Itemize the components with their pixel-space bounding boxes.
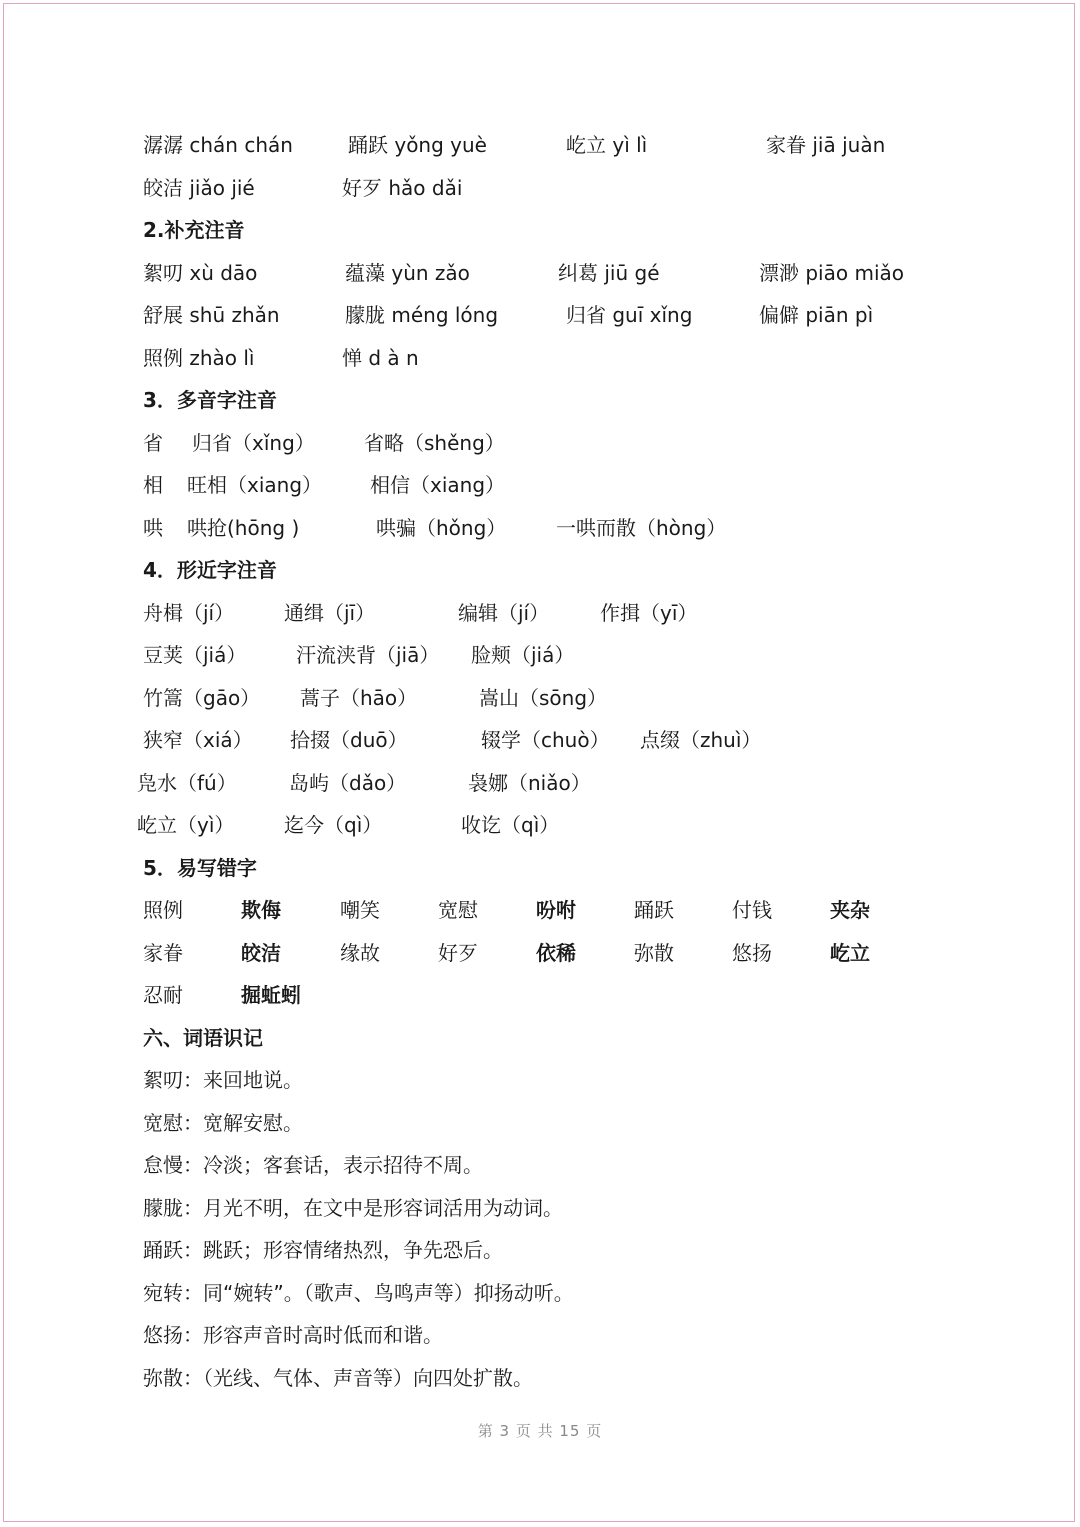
row-item: 旺相（xiang） [187,473,323,497]
row-item: 悠扬 [732,940,772,965]
row-item: 迄今（qì） [284,813,383,837]
text-row [0,1229,1080,1272]
row-item: 哄 [143,515,163,540]
row-item: 夹杂 [830,898,870,922]
row-item: 皎洁 jiǎo jié [143,175,255,200]
row-item: 吩咐 [536,898,576,922]
row-item: 悠扬：形容声音时高时低而和谐。 [143,1323,443,1347]
row-item: 编辑（jí） [458,600,550,625]
row-item: 舒展 shū zhǎn [143,303,280,327]
section-heading-row [0,847,1080,890]
section-heading: 4．形近字注音 [143,558,277,582]
row-item: 点缀（zhuì） [640,728,762,752]
document-body [0,124,1080,1399]
text-row [0,1187,1080,1230]
text-row [0,762,1080,805]
text-row [0,1357,1080,1400]
row-item: 朦胧 méng lóng [345,303,499,327]
row-item: 欺侮 [241,898,281,922]
text-row [0,124,1080,167]
row-item: 蒿子（hāo） [300,685,418,710]
text-row [0,422,1080,465]
row-item: 宛转：同“婉转”。（歌声、鸟鸣声等）抑扬动听。 [143,1280,574,1305]
section-heading: 2.补充注音 [143,218,245,242]
row-item: 拾掇（duō） [290,728,408,752]
row-item: 好歹 hǎo dǎi [342,175,463,200]
row-item: 弥散：（光线、气体、声音等）向四处扩散。 [143,1365,533,1390]
row-item: 脸颊（jiá） [471,643,575,667]
row-item: 踊跃 [634,898,674,922]
row-item: 弥散 [634,940,674,965]
text-row [0,1314,1080,1357]
row-item: 嘲笑 [340,898,380,922]
row-item: 狭窄（xiá） [143,728,253,752]
row-item: 屹立 yì lì [566,133,648,157]
row-item: 哄抢(hōng ) [187,515,300,540]
row-item: 漂渺 piāo miǎo [759,260,904,285]
text-row [0,592,1080,635]
row-item: 絮叨：来回地说。 [143,1068,303,1092]
row-item: 岛屿（dǎo） [289,770,407,795]
row-item: 蕴藻 yùn zǎo [345,260,470,285]
text-row [0,252,1080,295]
row-item: 掘蚯蚓 [241,983,301,1007]
row-item: 汗流浃背（jiā） [296,643,440,667]
text-row [0,294,1080,337]
row-item: 豆荚（jiá） [143,643,247,667]
section-heading-row [0,209,1080,252]
text-row [0,677,1080,720]
section-heading-row [0,1017,1080,1060]
row-item: 家眷 jiā juàn [766,133,886,157]
row-item: 相信（xiang） [370,473,506,497]
row-item: 哄骗（hǒng） [376,515,507,540]
text-row [0,167,1080,210]
row-item: 纠葛 jiū gé [558,260,660,285]
text-row [0,804,1080,847]
row-item: 忍耐 [143,983,183,1007]
section-heading: 六、词语识记 [143,1025,263,1050]
text-row [0,1102,1080,1145]
row-item: 宽慰 [438,898,478,922]
row-item: 袅娜（niǎo） [468,770,591,795]
row-item: 一哄而散（hòng） [556,515,727,540]
row-item: 照例 [143,898,183,922]
row-item: 舟楫（jí） [143,600,235,625]
row-item: 踊跃 yǒng yuè [348,133,487,157]
text-row [0,932,1080,975]
row-item: 通缉（jī） [284,600,376,625]
text-row [0,1059,1080,1102]
row-item: 缘故 [340,940,380,965]
text-row [0,464,1080,507]
row-item: 作揖（yī） [600,600,698,625]
text-row [0,634,1080,677]
row-item: 归省（xǐng） [192,430,315,455]
row-item: 省略（shěng） [364,430,505,455]
section-heading-row [0,379,1080,422]
row-item: 屹立（yì） [137,813,235,837]
row-item: 宽慰：宽解安慰。 [143,1110,303,1135]
row-item: 收讫（qì） [461,813,560,837]
row-item: 照例 zhào lì [143,345,255,370]
text-row [0,974,1080,1017]
section-heading: 5．易写错字 [143,855,257,880]
row-item: 付钱 [732,898,772,922]
text-row [0,889,1080,932]
row-item: 惮 d à n [342,345,419,370]
row-item: 皎洁 [241,940,281,965]
text-row [0,1272,1080,1315]
row-item: 嵩山（sōng） [479,685,608,710]
row-item: 省 [143,430,163,455]
row-item: 好歹 [438,940,478,965]
text-row [0,1144,1080,1187]
row-item: 家眷 [143,940,183,965]
row-item: 屹立 [830,940,870,965]
row-item: 朦胧：月光不明，在文中是形容词活用为动词。 [143,1195,563,1220]
section-heading-row [0,549,1080,592]
row-item: 怠慢：冷淡；客套话，表示招待不周。 [143,1153,483,1177]
text-row [0,507,1080,550]
row-item: 依稀 [536,940,576,965]
text-row [0,337,1080,380]
row-item: 归省 guī xǐng [566,303,693,327]
row-item: 絮叨 xù dāo [143,260,258,285]
row-item: 偏僻 piān pì [759,303,874,327]
row-item: 相 [143,473,163,497]
row-item: 辍学（chuò） [481,728,610,752]
row-item: 潺潺 chán chán [143,133,293,157]
text-row [0,719,1080,762]
section-heading: 3．多音字注音 [143,388,277,412]
row-item: 踊跃：跳跃；形容情绪热烈，争先恐后。 [143,1238,503,1262]
row-item: 凫水（fú） [137,770,237,795]
row-item: 竹篙（gāo） [143,685,261,710]
page-footer: 第 3 页 共 15 页 [477,1422,603,1440]
